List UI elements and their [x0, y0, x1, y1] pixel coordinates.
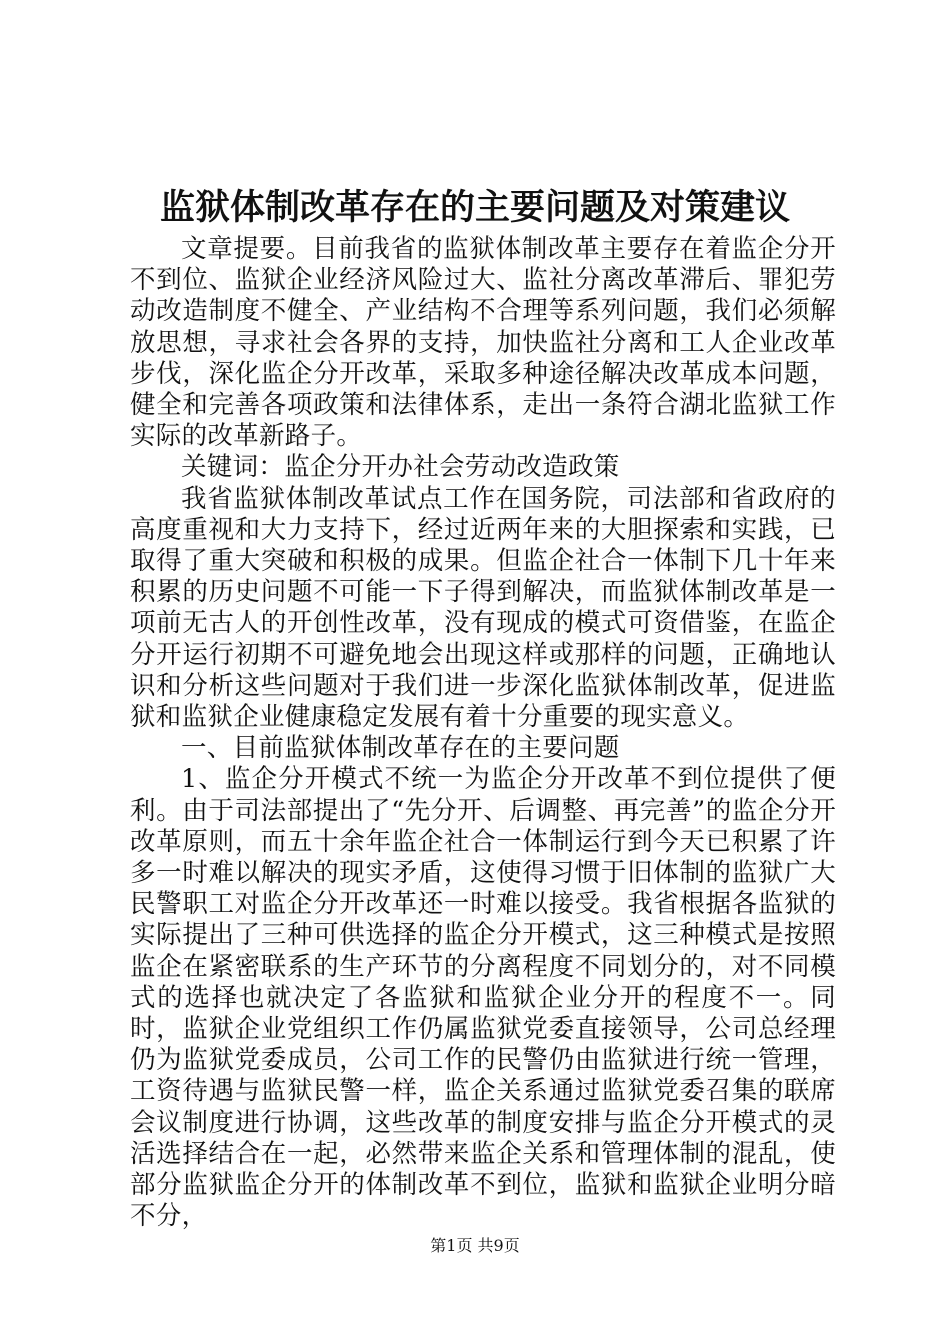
- keywords-paragraph: 关键词：监企分开办社会劳动改造政策: [181, 452, 620, 483]
- document-body: [130, 234, 836, 1233]
- abstract-paragraph: 文章提要。目前我省的监狱体制改革主要存在着监企分开不到位、监狱企业经济风险过大、监社分离改革滞后、罪犯劳动改造制度不健全、产业结构不合理等系列问题，我们必须解放思想，寻求社会各界的支持，加快监社分离和工人企业改革步伐，深化监企分开改革，采取多种途径解决改革成本问题，健全和完善各项政策和法律体系，走出一条符合湖北监狱工作实际的改革新路子。: [130, 234, 836, 452]
- section-heading: 一、目前监狱体制改革存在的主要问题: [181, 733, 620, 764]
- document-title: 监狱体制改革存在的主要问题及对策建议: [159, 187, 790, 228]
- body-paragraph: 1、监企分开模式不统一为监企分开改革不到位提供了便利。由于司法部提出了“先分开、后调整、再完善”的监企分开改革原则，而五十余年监企社合一体制运行到今天已积累了许多一时难以解决的现实矛盾，这使得习惯于旧体制的监狱广大民警职工对监企分开改革还一时难以接受。我省根据各监狱的实际提出了三种可供选择的监企分开模式，这三种模式是按照监企在紧密联系的生产环节的分离程度不同划分的，对不同模式的选择也就决定了各监狱和监狱企业分开的程度不一。同时，监狱企业党组织工作仍属监狱党委直接领导，公司总经理仍为监狱党委成员，公司工作的民警仍由监狱进行统一管理，工资待遇与监狱民警一样，监企关系通过监狱党委召集的联席会议制度进行协调，这些改革的制度安排与监企分开模式的灵活选择结合在一起，必然带来监企关系和管理体制的混乱，使部分监狱监企分开的体制改革不到位，监狱和监狱企业明分暗不分，: [130, 764, 836, 1232]
- intro-paragraph: 我省监狱体制改革试点工作在国务院，司法部和省政府的高度重视和大力支持下，经过近两年来的大胆探索和实践，已取得了重大突破和积极的成果。但监企社合一体制下几十年来积累的历史问题不可能一下子得到解决，而监狱体制改革是一项前无古人的开创性改革，没有现成的模式可资借鉴，在监企分开运行初期不可避免地会出现这样或那样的问题，正确地认识和分析这些问题对于我们进一步深化监狱体制改革，促进监狱和监狱企业健康稳定发展有着十分重要的现实意义。: [130, 483, 836, 733]
- page-footer: 第1页 共9页: [430, 1236, 520, 1255]
